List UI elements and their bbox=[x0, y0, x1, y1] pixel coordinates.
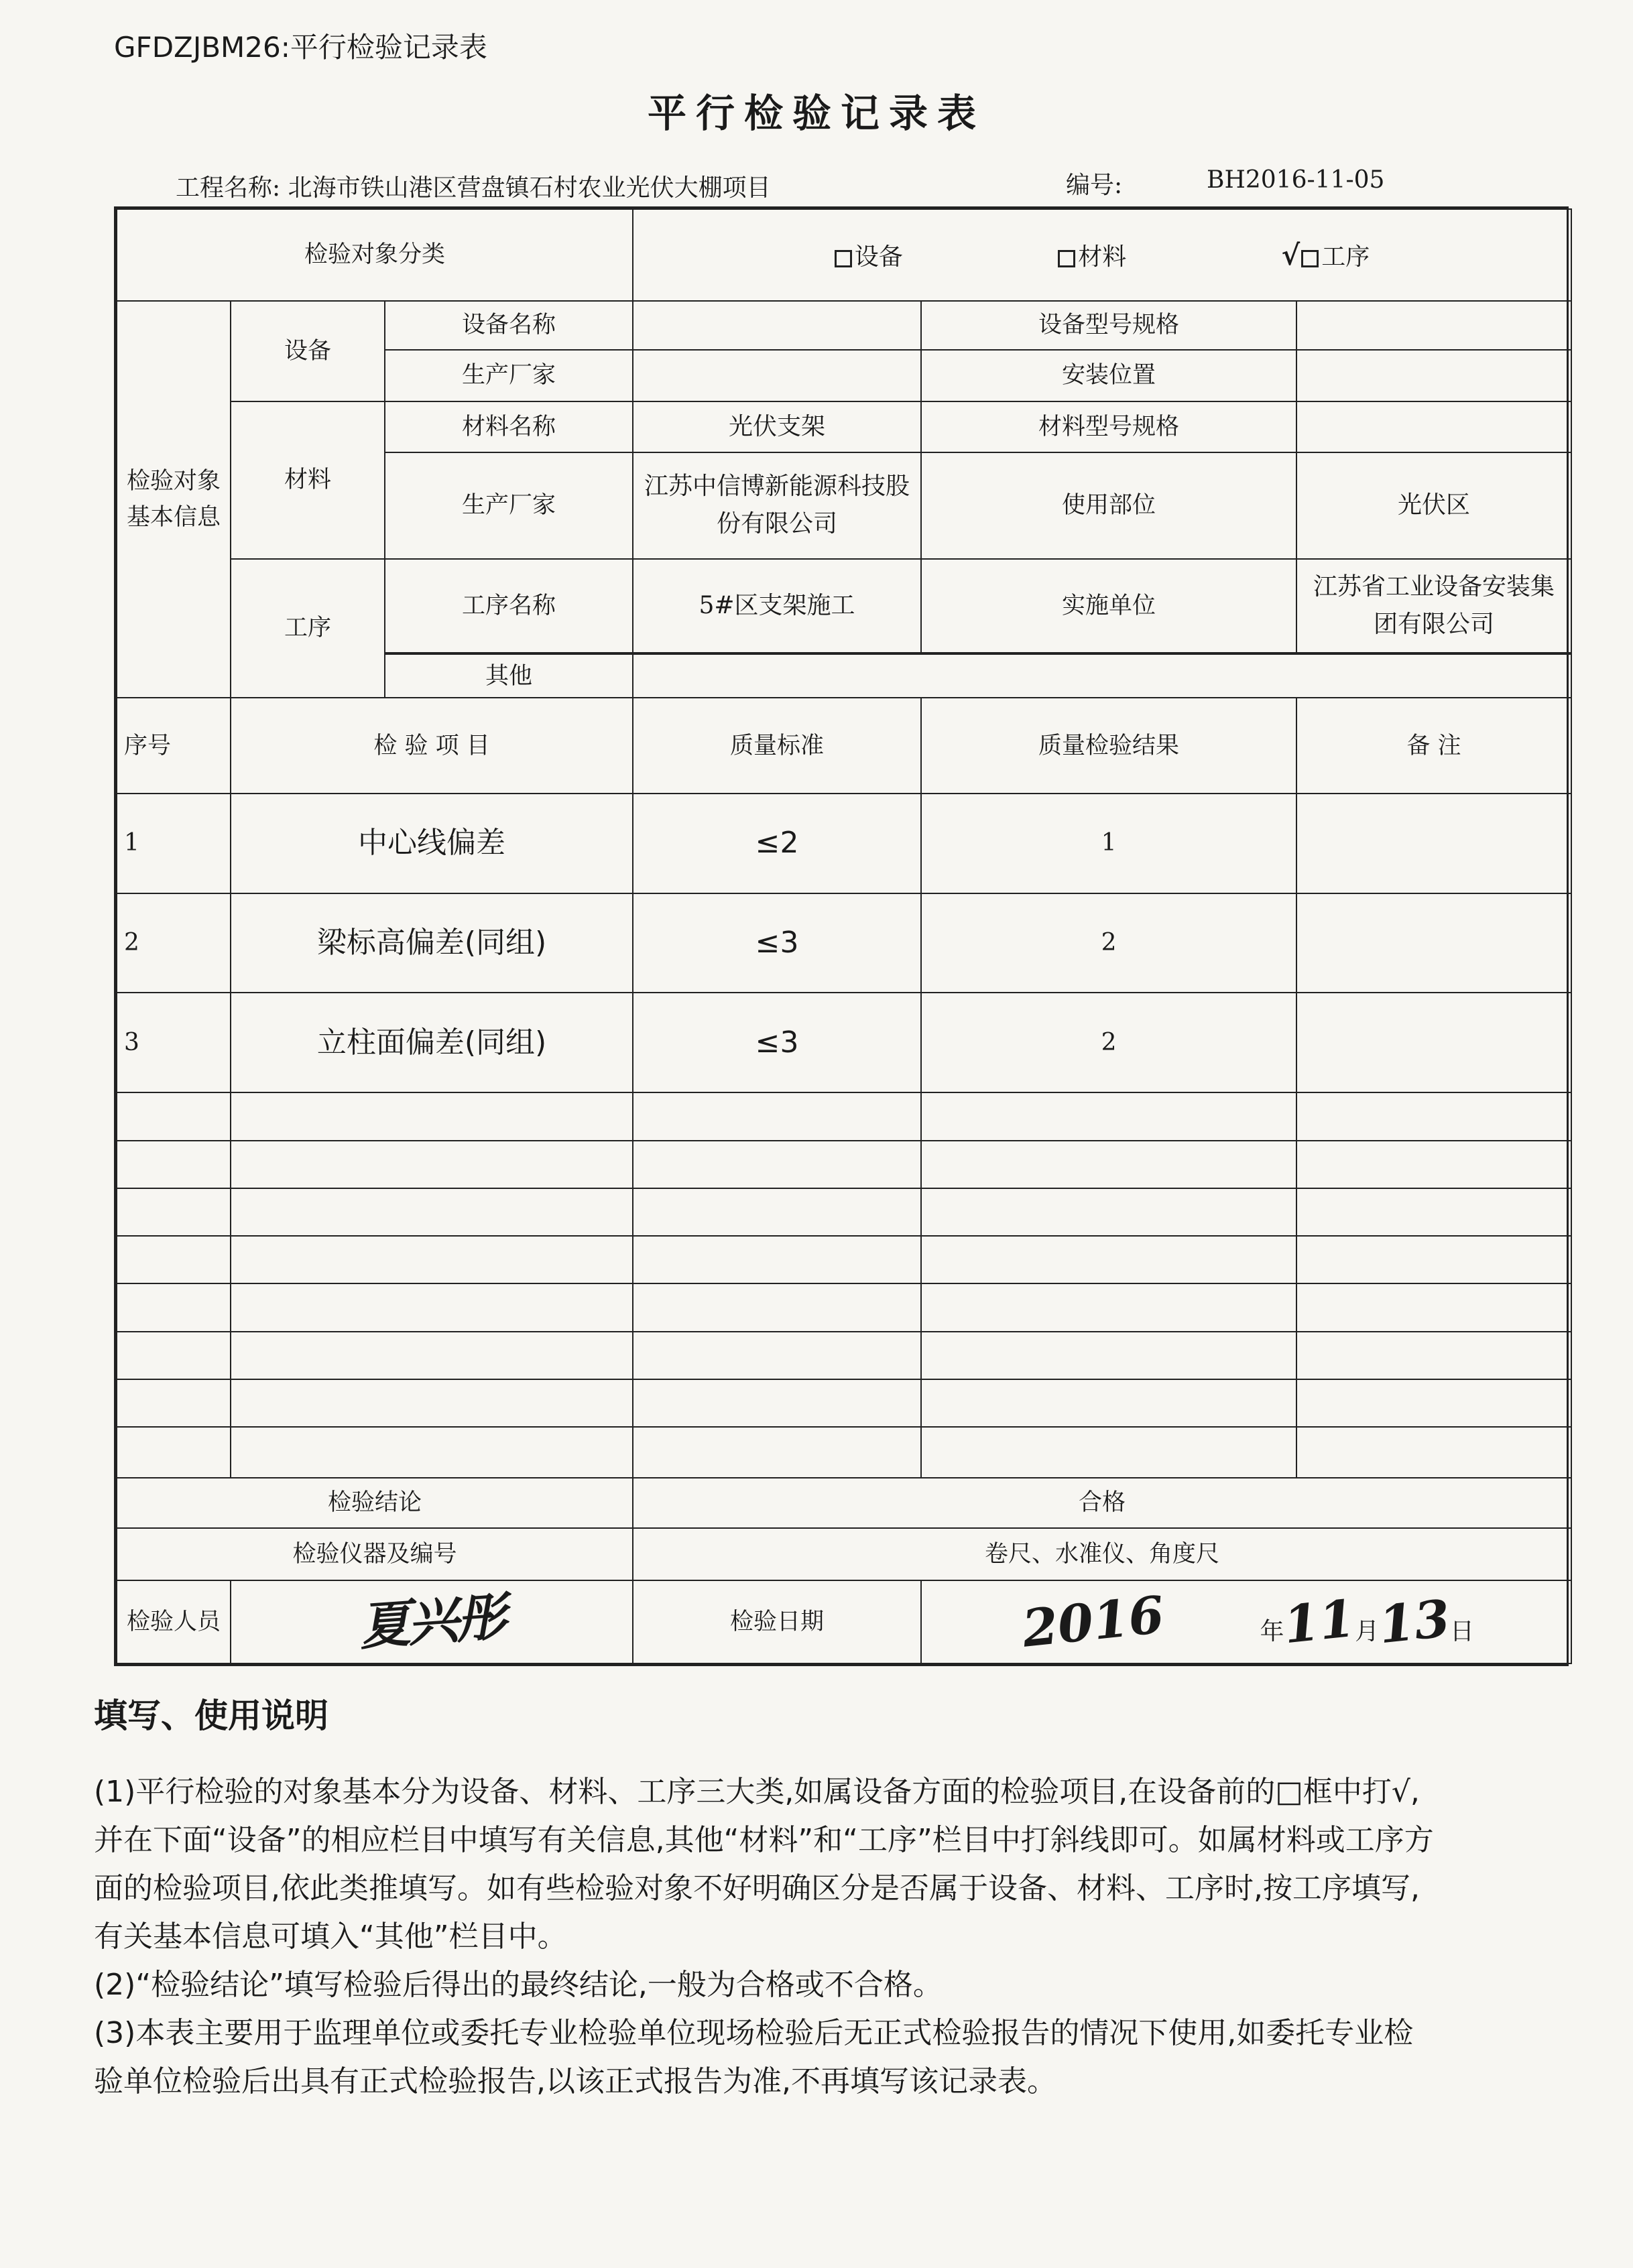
instrument-label: 检验仪器及编号 bbox=[117, 1528, 633, 1580]
empty-row bbox=[117, 1236, 1571, 1283]
row-standard[interactable]: ≤3 bbox=[633, 993, 921, 1092]
project-line bbox=[176, 169, 771, 203]
number-label: 编号: bbox=[1066, 172, 1123, 199]
category-option-material[interactable]: 材料 bbox=[1058, 239, 1126, 276]
material-maker-label: 生产厂家 bbox=[385, 452, 633, 559]
empty-row bbox=[117, 1283, 1571, 1331]
date-month-unit: 月 bbox=[1355, 1617, 1380, 1645]
row-standard[interactable]: ≤2 bbox=[633, 794, 921, 893]
col-header-no: 序号 bbox=[117, 698, 231, 794]
empty-row bbox=[117, 1332, 1571, 1379]
row-remark[interactable] bbox=[1296, 993, 1571, 1092]
equipment-maker-value[interactable] bbox=[633, 350, 921, 401]
empty-row bbox=[117, 1188, 1571, 1236]
material-label: 材料 bbox=[231, 401, 385, 558]
date-label: 检验日期 bbox=[633, 1580, 921, 1663]
material-model-value[interactable] bbox=[1296, 401, 1571, 452]
row-item[interactable]: 梁标高偏差(同组) bbox=[231, 893, 633, 993]
process-label: 工序 bbox=[231, 559, 385, 698]
category-option-equipment[interactable]: 设备 bbox=[835, 239, 903, 276]
material-name-value[interactable]: 光伏支架 bbox=[633, 401, 921, 452]
empty-row bbox=[117, 1141, 1571, 1188]
category-row bbox=[117, 209, 1571, 301]
table-row bbox=[117, 993, 1571, 1092]
date-day: 13 bbox=[1376, 1588, 1453, 1655]
checkbox-icon[interactable] bbox=[835, 250, 852, 267]
row-no: 2 bbox=[117, 893, 231, 993]
date-year: 2016 bbox=[1019, 1584, 1167, 1659]
col-header-remark: 备 注 bbox=[1296, 698, 1571, 794]
col-header-item: 检 验 项 目 bbox=[231, 698, 633, 794]
inspection-header-row bbox=[117, 698, 1571, 794]
material-usage-label: 使用部位 bbox=[921, 452, 1296, 559]
row-standard[interactable]: ≤3 bbox=[633, 893, 921, 993]
row-remark[interactable] bbox=[1296, 893, 1571, 993]
row-result[interactable]: 2 bbox=[921, 893, 1296, 993]
date-day-unit: 日 bbox=[1450, 1617, 1475, 1645]
instruction-paragraph: (2)“检验结论”填写检验后得出的最终结论,一般为合格或不合格。 bbox=[94, 1968, 943, 2002]
date-month: 11 bbox=[1281, 1588, 1358, 1655]
project-name: 北海市铁山港区营盘镇石村农业光伏大棚项目 bbox=[288, 174, 771, 202]
inspector-signature: 夏兴彤 bbox=[357, 1586, 506, 1657]
equipment-model-label: 设备型号规格 bbox=[921, 301, 1296, 350]
form-title: 平行检验记录表 bbox=[647, 90, 985, 136]
equipment-name-label: 设备名称 bbox=[385, 301, 633, 350]
instructions-title: 填写、使用说明 bbox=[94, 1696, 328, 1735]
col-header-standard: 质量标准 bbox=[633, 698, 921, 794]
category-label: 检验对象分类 bbox=[117, 209, 633, 301]
document-code: GFDZJBM26:平行检验记录表 bbox=[114, 31, 487, 64]
project-label: 工程名称: bbox=[176, 174, 281, 202]
table-row bbox=[117, 893, 1571, 993]
conclusion-label: 检验结论 bbox=[117, 1478, 633, 1528]
row-result[interactable]: 1 bbox=[921, 794, 1296, 893]
instructions bbox=[94, 1689, 1435, 2106]
instrument-value[interactable]: 卷尺、水准仪、角度尺 bbox=[633, 1528, 1571, 1580]
conclusion-row bbox=[117, 1478, 1571, 1528]
material-maker-value[interactable]: 江苏中信博新能源科技股份有限公司 bbox=[633, 452, 921, 559]
check-mark-icon: √ bbox=[1281, 238, 1301, 271]
instruction-paragraph: (1)平行检验的对象基本分为设备、材料、工序三大类,如属设备方面的检验项目,在设备前的□框中打√,并在下面“设备”的相应栏目中填写有关信息,其他“材料”和“工序”栏目中打斜线即可。如属材料或工序方面的检验项目,依此类推填写。如有些检验对象不好明确区分是否属于设备、材料、工序时,按工序填写,有关基本信息可填入“其他”栏目中。 bbox=[94, 1775, 1434, 1954]
basic-info-label: 检验对象基本信息 bbox=[117, 301, 231, 698]
table-row bbox=[117, 794, 1571, 893]
category-options bbox=[633, 209, 1571, 301]
inspector-label: 检验人员 bbox=[117, 1580, 231, 1663]
equipment-location-label: 安装位置 bbox=[921, 350, 1296, 401]
empty-row bbox=[117, 1092, 1571, 1140]
process-name-value[interactable]: 5#区支架施工 bbox=[633, 559, 921, 653]
row-no: 1 bbox=[117, 794, 231, 893]
process-name-label: 工序名称 bbox=[385, 559, 633, 653]
category-option-process[interactable]: √ 工序 bbox=[1281, 238, 1370, 271]
signature-row bbox=[117, 1580, 1571, 1663]
row-no: 3 bbox=[117, 993, 231, 1092]
empty-row bbox=[117, 1427, 1571, 1477]
process-unit-value[interactable]: 江苏省工业设备安装集团有限公司 bbox=[1296, 559, 1571, 653]
checkbox-icon[interactable] bbox=[1058, 250, 1075, 267]
inspection-date[interactable] bbox=[921, 1580, 1571, 1663]
process-unit-label: 实施单位 bbox=[921, 559, 1296, 653]
equipment-label: 设备 bbox=[231, 301, 385, 402]
instrument-row bbox=[117, 1528, 1571, 1580]
equipment-location-value[interactable] bbox=[1296, 350, 1571, 401]
equipment-name-value[interactable] bbox=[633, 301, 921, 350]
empty-row bbox=[117, 1379, 1571, 1427]
row-item[interactable]: 立柱面偏差(同组) bbox=[231, 993, 633, 1092]
material-name-label: 材料名称 bbox=[385, 401, 633, 452]
inspection-form bbox=[114, 206, 1569, 1666]
col-header-result: 质量检验结果 bbox=[921, 698, 1296, 794]
process-other-value[interactable] bbox=[633, 654, 1571, 698]
number-value: BH2016-11-05 bbox=[1207, 166, 1385, 194]
process-other-label: 其他 bbox=[385, 654, 633, 698]
row-item[interactable]: 中心线偏差 bbox=[231, 794, 633, 893]
date-year-unit: 年 bbox=[1260, 1617, 1284, 1645]
row-remark[interactable] bbox=[1296, 794, 1571, 893]
inspector-signature-cell[interactable] bbox=[231, 1580, 633, 1663]
conclusion-value[interactable]: 合格 bbox=[633, 1478, 1571, 1528]
checkbox-icon[interactable] bbox=[1301, 250, 1319, 267]
material-usage-value[interactable]: 光伏区 bbox=[1296, 452, 1571, 559]
instruction-paragraph: (3)本表主要用于监理单位或委托专业检验单位现场检验后无正式检验报告的情况下使用,如委托专业检验单位检验后出具有正式检验报告,以该正式报告为准,不再填写该记录表。 bbox=[94, 2016, 1414, 2098]
equipment-maker-label: 生产厂家 bbox=[385, 350, 633, 401]
equipment-model-value[interactable] bbox=[1296, 301, 1571, 350]
material-model-label: 材料型号规格 bbox=[921, 401, 1296, 452]
row-result[interactable]: 2 bbox=[921, 993, 1296, 1092]
